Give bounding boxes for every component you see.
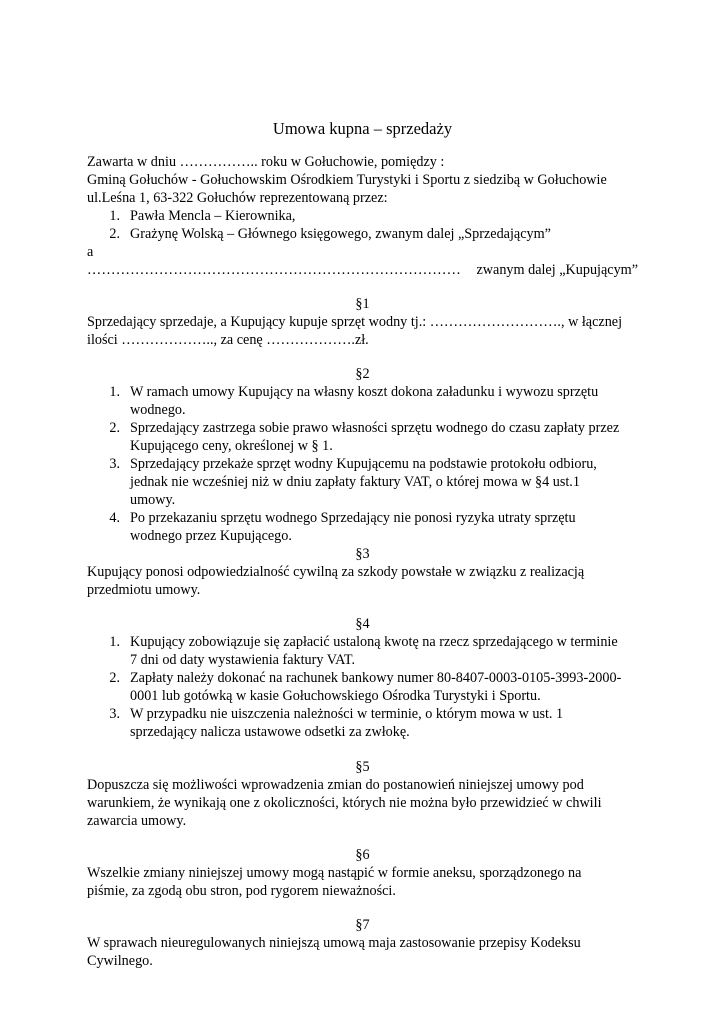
s2-item-number: 2. [109, 420, 120, 436]
buyer-blank: …………………………………………………………………… [87, 262, 462, 278]
s2-item-number: 1. [109, 384, 120, 400]
s4-item-line: W przypadku nie uiszczenia należności w terminie, o którym mowa w ust. 1 [130, 706, 564, 722]
rep-number: 2. [109, 226, 120, 242]
s2-item-line: Kupującego ceny, określonej w § 1. [130, 438, 333, 454]
s2-item-line: umowy. [130, 492, 176, 508]
s7-line: W sprawach nieuregulowanych niniejszą umową maja zastosowanie przepisy Kodeksu [87, 935, 581, 951]
intro-line-address: ul.Leśna 1, 63-322 Gołuchów reprezentowaną przez: [87, 190, 388, 206]
s3-line: Kupujący ponosi odpowiedzialność cywilną za szkody powstałe w związku z realizacją [87, 564, 585, 580]
section-heading-6: §6 [355, 847, 370, 863]
s4-item-line: Zapłaty należy dokonać na rachunek bankowy numer 80-8407-0003-0105-3993-2000- [130, 670, 622, 686]
document-title: Umowa kupna – sprzedaży [272, 119, 453, 138]
s4-item-number: 3. [109, 706, 120, 722]
section-heading-2: §2 [355, 366, 370, 382]
intro-line-date: Zawarta w dniu …………….. roku w Gołuchowie, pomiędzy : [87, 154, 445, 170]
s2-item-number: 4. [109, 510, 120, 526]
s5-line: Dopuszcza się możliwości wprowadzenia zmian do postanowień niniejszej umowy pod [87, 777, 584, 793]
s2-item-number: 3. [109, 456, 120, 472]
s5-line: warunkiem, że wynikają one z okoliczności, których nie można było przewidzieć w chwili [87, 795, 602, 811]
section-heading-3: §3 [355, 546, 370, 562]
buyer-label: zwanym dalej „Kupującym” [476, 262, 638, 278]
section-heading-4: §4 [355, 616, 370, 632]
intro-conjunction: a [87, 244, 94, 260]
section-heading-5: §5 [355, 759, 370, 775]
rep-item: Pawła Mencla – Kierownika, [130, 208, 296, 224]
section-heading-1: §1 [355, 296, 370, 312]
s5-line: zawarcia umowy. [87, 813, 187, 829]
s4-item-number: 2. [109, 670, 120, 686]
s4-item-line: 0001 lub gotówką w kasie Gołuchowskiego Ośrodka Turystyki i Sportu. [130, 688, 541, 704]
s2-item-line: Po przekazaniu sprzętu wodnego Sprzedający nie ponosi ryzyka utraty sprzętu [130, 510, 576, 526]
rep-item: Grażynę Wolską – Głównego księgowego, zwanym dalej „Sprzedającym” [130, 226, 551, 242]
s2-item-line: W ramach umowy Kupujący na własny koszt dokona załadunku i wywozu sprzętu [130, 384, 599, 400]
s6-line: Wszelkie zmiany niniejszej umowy mogą nastąpić w formie aneksu, sporządzonego na [87, 865, 582, 881]
s1-line: ilości ……………….., za cenę ……………….zł. [87, 332, 369, 348]
s3-line: przedmiotu umowy. [87, 582, 201, 598]
s4-item-line: 7 dni od daty wystawienia faktury VAT. [130, 652, 355, 668]
s4-item-line: sprzedający nalicza ustawowe odsetki za zwłokę. [130, 724, 410, 740]
s2-item-line: wodnego przez Kupującego. [130, 528, 292, 544]
rep-number: 1. [109, 208, 120, 224]
s2-item-line: jednak nie wcześniej niż w dniu zapłaty faktury VAT, o której mowa w §4 ust.1 [130, 474, 580, 490]
s4-item-line: Kupujący zobowiązuje się zapłacić ustaloną kwotę na rzecz sprzedającego w terminie [130, 634, 618, 650]
s2-item-line: Sprzedający zastrzega sobie prawo własności sprzętu wodnego do czasu zapłaty przez [130, 420, 620, 436]
intro-line-party: Gminą Gołuchów - Gołuchowskim Ośrodkiem Turystyki i Sportu z siedzibą w Gołuchowie [87, 172, 607, 188]
s1-line: Sprzedający sprzedaje, a Kupujący kupuje sprzęt wodny tj.: ………………………., w łącznej [87, 314, 623, 330]
section-heading-7: §7 [355, 917, 370, 933]
s6-line: piśmie, za zgodą obu stron, pod rygorem nieważności. [87, 883, 396, 899]
s2-item-line: wodnego. [130, 402, 186, 418]
s4-item-number: 1. [109, 634, 120, 650]
s2-item-line: Sprzedający przekaże sprzęt wodny Kupującemu na podstawie protokołu odbioru, [130, 456, 597, 472]
s7-line: Cywilnego. [87, 953, 153, 969]
